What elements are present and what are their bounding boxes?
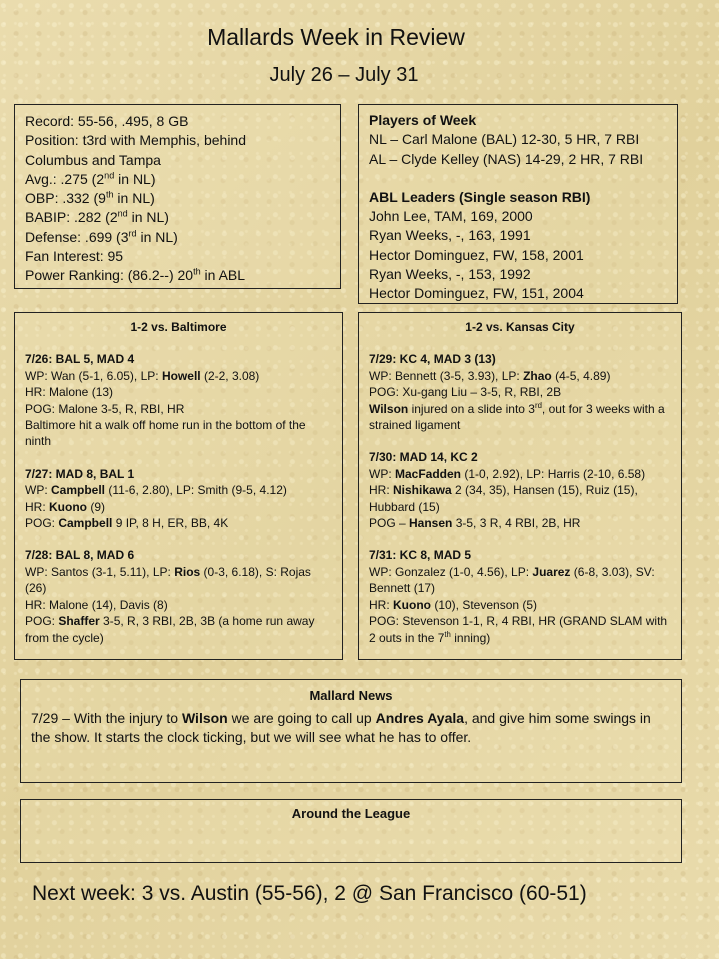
team-stats-box [14, 104, 341, 289]
game-title: 7/27: MAD 8, BAL 1 [25, 466, 135, 481]
game-pog: POG – Hansen 3-5, 3 R, 4 RBI, 2B, HR [369, 516, 581, 531]
game-hr: HR: Malone (13) [25, 385, 114, 400]
nl-player: NL – Carl Malone (BAL) 12-30, 5 HR, 7 RBI [369, 131, 640, 148]
game-pog: POG: Stevenson 1-1, R, 4 RBI, HR (GRAND SLAM with 2 outs in the 7th inning) [369, 614, 668, 645]
game-pitchers: WP: Bennett (3-5, 3.93), LP: Zhao (4-5, 4.89) [369, 368, 611, 383]
obp-line: OBP: .332 (9th in NL) [25, 189, 155, 207]
game-title: 7/29: KC 4, MAD 3 (13) [369, 352, 496, 367]
game-pitchers: WP: Campbell (11-6, 2.80), LP: Smith (9-5, 4.12) [25, 483, 287, 498]
page-title: Mallards Week in Review [207, 24, 465, 50]
around-the-league-box [20, 799, 682, 863]
leader-row: Ryan Weeks, -, 163, 1991 [369, 227, 531, 244]
game-pog: POG: Campbell 9 IP, 8 H, ER, BB, 4K [25, 516, 229, 531]
game-hr: HR: Nishikawa 2 (34, 35), Hansen (15), Ruiz (15), Hubbard (15) [369, 483, 638, 514]
leader-row: Hector Dominguez, FW, 151, 2004 [369, 285, 584, 302]
game-title: 7/26: BAL 5, MAD 4 [25, 352, 135, 367]
game-pog: POG: Malone 3-5, R, RBI, HR [25, 401, 185, 416]
around-heading: Around the League [291, 806, 411, 821]
game-pitchers: WP: MacFadden (1-0, 2.92), LP: Harris (2-10, 6.58) [369, 466, 646, 481]
series-heading: 1-2 vs. Kansas City [465, 320, 575, 334]
defense-line: Defense: .699 (3rd in NL) [25, 228, 178, 245]
game-pitchers: WP: Wan (5-1, 6.05), LP: Howell (2-2, 3.08) [25, 368, 260, 383]
record-line: Record: 55-56, .495, 8 GB [25, 113, 189, 129]
babip-line: BABIP: .282 (2nd in NL) [25, 208, 169, 226]
baltimore-series-box [14, 312, 343, 660]
leader-row: John Lee, TAM, 169, 2000 [369, 208, 533, 225]
avg-line: Avg.: .275 (2nd in NL) [25, 170, 156, 187]
series-heading: 1-2 vs. Baltimore [130, 320, 227, 334]
kansas-city-series-box [358, 312, 682, 660]
news-item: 7/29 – With the injury to Wilson we are going to call up Andres Ayala, and give him some swings in the show. It starts the clock ticking, but we will see what he has to offer. [31, 710, 651, 745]
next-week-schedule: Next week: 3 vs. Austin (55-56), 2 @ San Francisco (60-51) [32, 882, 587, 905]
position-line: Position: t3rd with Memphis, behind [25, 132, 246, 149]
leader-row: Hector Dominguez, FW, 158, 2001 [369, 246, 584, 263]
position-line-2: Columbus and Tampa [25, 151, 161, 168]
leader-row: Ryan Weeks, -, 153, 1992 [369, 266, 531, 283]
players-heading: Players of Week [369, 112, 477, 128]
game-pog: POG: Xu-gang Liu – 3-5, R, RBI, 2B [369, 385, 562, 400]
injury-note: Wilson injured on a slide into 3rd, out for 3 weeks with a strained ligament [369, 400, 665, 433]
game-note: Baltimore hit a walk off home run in the bottom of the ninth [25, 418, 306, 449]
leaders-heading: ABL Leaders (Single season RBI) [369, 188, 591, 205]
game-hr: HR: Kuono (10), Stevenson (5) [369, 597, 538, 612]
power-ranking-line: Power Ranking: (86.2--) 20th in ABL [25, 266, 246, 284]
game-pitchers: WP: Gonzalez (1-0, 4.56), LP: Juarez (6-8, 3.03), SV: Bennett (17) [369, 564, 655, 596]
news-heading: Mallard News [309, 688, 393, 703]
game-title: 7/30: MAD 14, KC 2 [369, 450, 478, 465]
players-of-week-box [358, 104, 678, 304]
game-pitchers: WP: Santos (3-1, 5.11), LP: Rios (0-3, 6.18), S: Rojas (26) [25, 564, 311, 596]
game-hr: HR: Malone (14), Davis (8) [25, 597, 168, 612]
game-title: 7/31: KC 8, MAD 5 [369, 548, 472, 563]
fan-interest-line: Fan Interest: 95 [25, 248, 124, 265]
game-title: 7/28: BAL 8, MAD 6 [25, 548, 135, 563]
al-player: AL – Clyde Kelley (NAS) 14-29, 2 HR, 7 RBI [369, 150, 644, 167]
game-pog: POG: Shaffer 3-5, R, 3 RBI, 2B, 3B (a home run away from the cycle) [25, 614, 315, 645]
date-range: July 26 – July 31 [269, 64, 419, 86]
game-hr: HR: Kuono (9) [25, 499, 105, 514]
mallard-news-box [20, 679, 682, 783]
